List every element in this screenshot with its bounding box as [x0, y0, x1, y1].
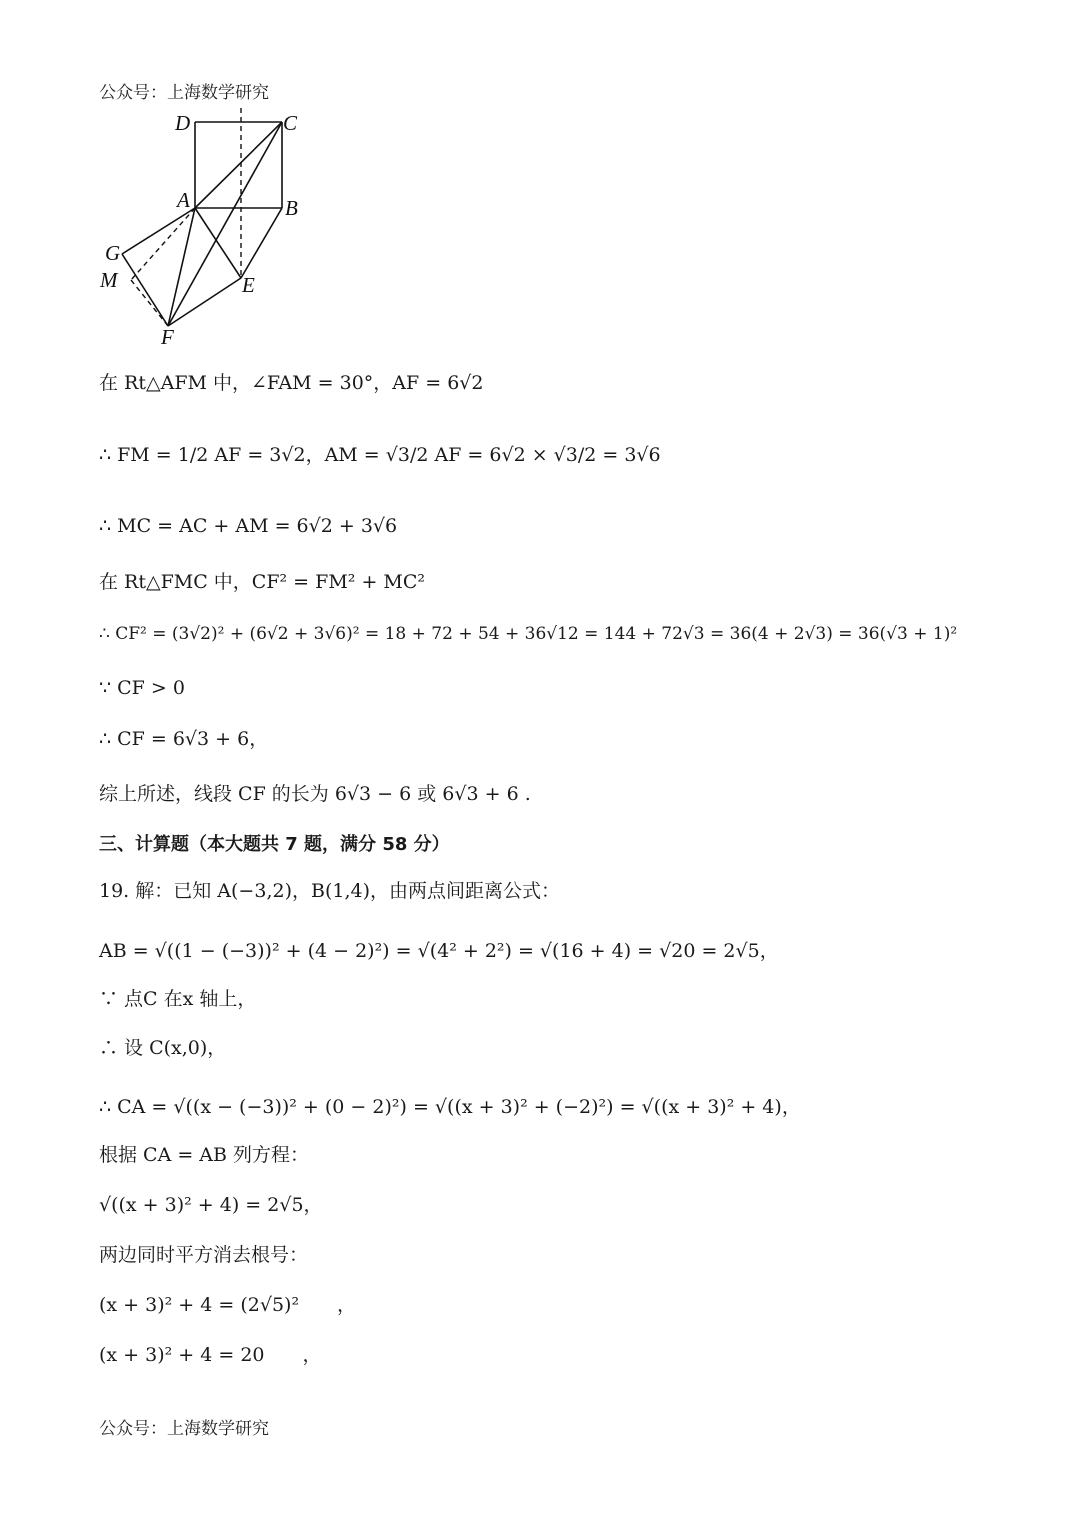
solution-line: 两边同时平方消去根号：: [99, 1244, 309, 1266]
problem-19-intro: 19. 解：已知 A(−3,2)，B(1,4)，由两点间距离公式：: [99, 880, 560, 902]
solution-line: √((x + 3)² + 4) = 2√5，: [99, 1194, 323, 1216]
label-A: A: [177, 188, 190, 212]
solution-line: 在 Rt△AFM 中，∠FAM = 30°，AF = 6√2: [99, 372, 484, 394]
solution-line: AB = √((1 − (−3))² + (4 − 2)²) = √(4² + 2²) = √(16 + 4) = √20 = 2√5，: [99, 940, 779, 962]
label-G: G: [105, 241, 121, 265]
solution-line: ∴ FM = 1/2 AF = 3√2，AM = √3/2 AF = 6√2 × √3/2 = 3√6: [99, 444, 661, 466]
header-watermark: 公众号：上海数学研究: [99, 83, 269, 103]
label-D: D: [175, 111, 191, 135]
solution-line: (x + 3)² + 4 = 20 ，: [99, 1344, 322, 1366]
footer-watermark: 公众号：上海数学研究: [99, 1419, 269, 1439]
solution-line: ∴ CA = √((x − (−3))² + (0 − 2)²) = √((x + 3)² + (−2)²) = √((x + 3)² + 4)，: [99, 1096, 801, 1118]
label-M: M: [100, 268, 118, 292]
solution-line: ∵ 点C 在x 轴上，: [99, 988, 257, 1010]
solution-line: 在 Rt△FMC 中，CF² = FM² + MC²: [99, 571, 426, 593]
label-C: C: [283, 111, 298, 135]
solution-line: ∵ CF > 0: [99, 677, 185, 699]
label-B: B: [285, 196, 298, 220]
solution-line: 根据 CA = AB 列方程：: [99, 1144, 310, 1166]
solution-line: ∴ CF² = (3√2)² + (6√2 + 3√6)² = 18 + 72 + 54 + 36√12 = 144 + 72√3 = 36(4 + 2√3) = 36(√3 + 1)²: [99, 624, 958, 644]
label-F: F: [161, 325, 174, 348]
solution-line: ∴ CF = 6√3 + 6，: [99, 728, 269, 750]
solution-line: ∴ 设 C(x,0)，: [99, 1037, 227, 1059]
summary-line: 综上所述，线段 CF 的长为 6√3 − 6 或 6√3 + 6 .: [99, 783, 531, 805]
label-E: E: [242, 273, 255, 297]
section-heading: 三、计算题（本大题共 7 题，满分 58 分）: [99, 834, 450, 855]
solution-line: ∴ MC = AC + AM = 6√2 + 3√6: [99, 515, 398, 537]
solution-line: (x + 3)² + 4 = (2√5)² ，: [99, 1294, 357, 1316]
geometry-figure: [95, 108, 325, 348]
